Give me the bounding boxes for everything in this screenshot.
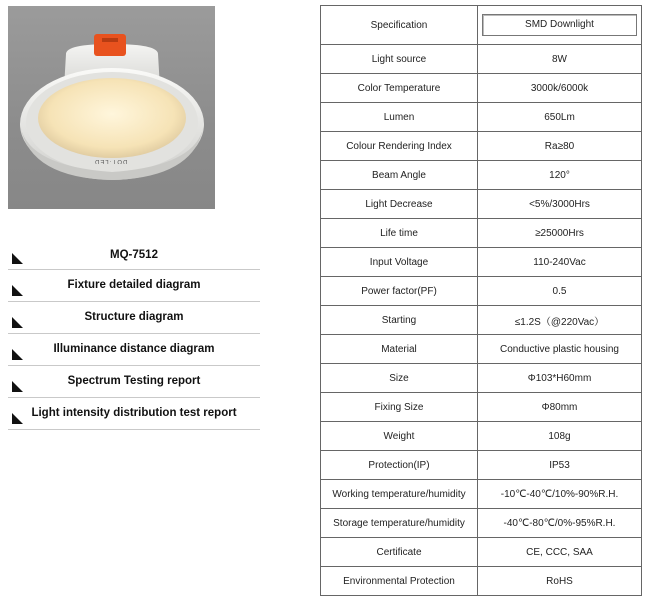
table-row <box>321 306 642 335</box>
product-menu <box>8 239 260 430</box>
spec-value: Φ103*H60mm <box>478 364 642 393</box>
spec-value: 3000k/6000k <box>478 74 642 103</box>
spec-key: Protection(IP) <box>321 451 478 480</box>
table-row <box>321 74 642 103</box>
menu-item-structure-diagram[interactable] <box>8 302 260 334</box>
spec-key: Storage temperature/humidity <box>321 509 478 538</box>
spec-value: Φ80mm <box>478 393 642 422</box>
menu-item-label: Light intensity distribution test report <box>31 407 237 419</box>
table-row <box>321 161 642 190</box>
spec-table <box>320 5 642 596</box>
spec-value: ≥25000Hrs <box>478 219 642 248</box>
table-row <box>321 277 642 306</box>
spec-key: Color Temperature <box>321 74 478 103</box>
spec-value: 8W <box>478 45 642 74</box>
spec-value: -10℃-40℃/10%-90%R.H. <box>478 480 642 509</box>
menu-item-fixture-diagram[interactable] <box>8 270 260 302</box>
spec-key: Starting <box>321 306 478 335</box>
spec-key: Beam Angle <box>321 161 478 190</box>
table-row <box>321 335 642 364</box>
spec-header-value-cell <box>478 6 642 45</box>
table-row <box>321 393 642 422</box>
spec-key: Light source <box>321 45 478 74</box>
spec-value: Conductive plastic housing <box>478 335 642 364</box>
table-row <box>321 509 642 538</box>
product-photo <box>8 6 215 209</box>
table-row <box>321 480 642 509</box>
spec-key: Light Decrease <box>321 190 478 219</box>
table-row <box>321 567 642 596</box>
spec-key: Weight <box>321 422 478 451</box>
spec-value: <5%/3000Hrs <box>478 190 642 219</box>
spec-key: Size <box>321 364 478 393</box>
spec-key: Colour Rendering Index <box>321 132 478 161</box>
table-row <box>321 132 642 161</box>
menu-item-model[interactable] <box>8 239 260 270</box>
menu-item-illuminance-diagram[interactable] <box>8 334 260 366</box>
spec-value: 0.5 <box>478 277 642 306</box>
spec-header-value: SMD Downlight <box>482 14 637 36</box>
table-row <box>321 219 642 248</box>
spec-key: Material <box>321 335 478 364</box>
spec-value: 650Lm <box>478 103 642 132</box>
menu-item-label: MQ-7512 <box>110 249 158 261</box>
spec-key: Environmental Protection <box>321 567 478 596</box>
spec-header-row <box>321 6 642 45</box>
spec-key: Life time <box>321 219 478 248</box>
table-row <box>321 451 642 480</box>
table-row <box>321 45 642 74</box>
menu-item-spectrum-report[interactable] <box>8 366 260 398</box>
table-row <box>321 364 642 393</box>
menu-item-label: Illuminance distance diagram <box>53 343 215 355</box>
spec-value: 120° <box>478 161 642 190</box>
spec-key: Power factor(PF) <box>321 277 478 306</box>
menu-item-label: Fixture detailed diagram <box>67 279 201 291</box>
menu-item-label: Spectrum Testing report <box>67 375 201 387</box>
spec-key: Input Voltage <box>321 248 478 277</box>
spec-value: ≤1.2S（@220Vac） <box>478 306 642 335</box>
table-row <box>321 248 642 277</box>
table-row <box>321 103 642 132</box>
table-row <box>321 190 642 219</box>
spec-value: -40℃-80℃/0%-95%R.H. <box>478 509 642 538</box>
spec-value: Ra≥80 <box>478 132 642 161</box>
spec-key: Fixing Size <box>321 393 478 422</box>
table-row <box>321 422 642 451</box>
brand-mark: DOT·LED <box>94 158 128 164</box>
spec-value: 110-240Vac <box>478 248 642 277</box>
spec-value: CE, CCC, SAA <box>478 538 642 567</box>
downlight-photo-icon <box>8 6 215 209</box>
menu-item-light-intensity-report[interactable] <box>8 398 260 430</box>
spec-key: Working temperature/humidity <box>321 480 478 509</box>
spec-value: IP53 <box>478 451 642 480</box>
table-row <box>321 538 642 567</box>
spec-header-key: Specification <box>321 6 478 45</box>
menu-item-label: Structure diagram <box>84 311 184 323</box>
spec-value: RoHS <box>478 567 642 596</box>
spec-key: Certificate <box>321 538 478 567</box>
spec-value: 108g <box>478 422 642 451</box>
spec-key: Lumen <box>321 103 478 132</box>
